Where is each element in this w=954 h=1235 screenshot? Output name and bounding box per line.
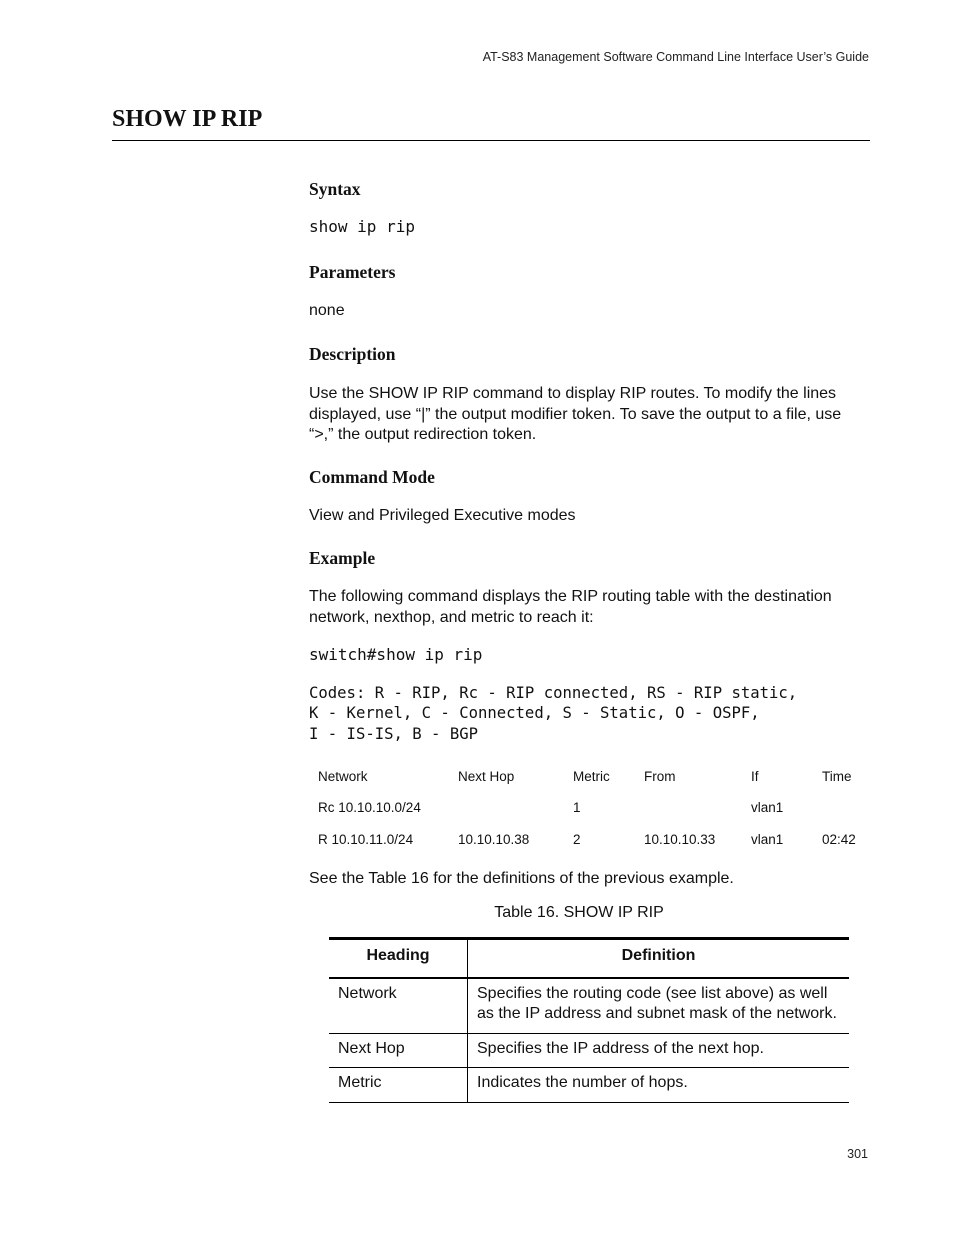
- definition-header-cell: Definition: [468, 939, 850, 978]
- output-cell: 2: [573, 831, 581, 847]
- description-heading: Description: [309, 344, 396, 364]
- example-heading: Example: [309, 548, 376, 568]
- syntax-command: show ip rip: [309, 217, 415, 236]
- output-cell: 10.10.10.38: [458, 831, 530, 847]
- output-cell: 10.10.10.33: [644, 831, 716, 847]
- output-header-cell: From: [644, 768, 676, 784]
- output-header-cell: Next Hop: [458, 768, 515, 784]
- output-header-row: [309, 761, 869, 791]
- definition-table: [329, 937, 849, 1103]
- definition-term: Metric: [329, 1068, 468, 1103]
- output-cell: vlan1: [751, 831, 784, 847]
- running-header: AT-S83 Management Software Command Line Interface User’s Guide: [482, 50, 869, 64]
- example-intro: The following command displays the RIP routing table with the destination network, nexthop, and metric to reach it:: [309, 588, 832, 626]
- page-number: 301: [847, 1147, 868, 1161]
- command-mode-text: View and Privileged Executive modes: [309, 506, 576, 524]
- table-caption: Table 16. SHOW IP RIP: [494, 903, 664, 921]
- content-column: [309, 178, 869, 922]
- example-command: switch#show ip rip: [309, 645, 483, 664]
- see-table-text: See the Table 16 for the definitions of the previous example.: [309, 870, 734, 887]
- output-cell: vlan1: [751, 799, 784, 815]
- output-table: [309, 761, 869, 855]
- title-rule: [112, 140, 870, 141]
- definition-term: Next Hop: [329, 1033, 468, 1068]
- page-title: SHOW IP RIP: [112, 106, 263, 132]
- definition-text: Specifies the routing code (see list above) as well as the IP address and subnet mask of the network.: [468, 978, 850, 1034]
- codes-block: [309, 683, 869, 745]
- output-cell: [449, 791, 564, 823]
- output-row: [309, 791, 869, 823]
- output-row: [309, 823, 869, 855]
- output-cell: 1: [573, 799, 581, 815]
- description-text: Use the SHOW IP RIP command to display RIP routes. To modify the lines displayed, use “|” the output modifier token. To save the output to a file, use “>,” the output redirection token.: [309, 385, 842, 443]
- parameters-text: none: [309, 301, 345, 319]
- output-header-cell: Metric: [573, 768, 610, 784]
- parameters-heading: Parameters: [309, 261, 396, 282]
- definition-row: [329, 978, 849, 1034]
- definition-header-row: [329, 939, 849, 978]
- codes-line: Codes: R - RIP, Rc - RIP connected, RS - RIP static,: [309, 683, 798, 702]
- definition-row: [329, 1033, 849, 1068]
- output-header-cell: If: [751, 768, 759, 784]
- definition-header-cell: Heading: [329, 939, 468, 978]
- output-cell: R 10.10.11.0/24: [318, 831, 414, 847]
- output-header-cell: Time: [822, 768, 852, 784]
- output-cell: [813, 791, 869, 823]
- definition-text: Indicates the number of hops.: [468, 1068, 850, 1103]
- output-cell: 02:42: [822, 831, 856, 847]
- command-mode-heading: Command Mode: [309, 466, 435, 487]
- codes-line: I - IS-IS, B - BGP: [309, 724, 478, 743]
- definition-term: Network: [329, 978, 468, 1034]
- output-cell: [635, 791, 742, 823]
- syntax-heading: Syntax: [309, 179, 361, 199]
- codes-line: K - Kernel, C - Connected, S - Static, O - OSPF,: [309, 704, 760, 722]
- output-cell: Rc 10.10.10.0/24: [318, 799, 421, 815]
- definition-text: Specifies the IP address of the next hop.: [468, 1033, 850, 1068]
- output-header-cell: Network: [318, 768, 368, 784]
- definition-row: [329, 1068, 849, 1103]
